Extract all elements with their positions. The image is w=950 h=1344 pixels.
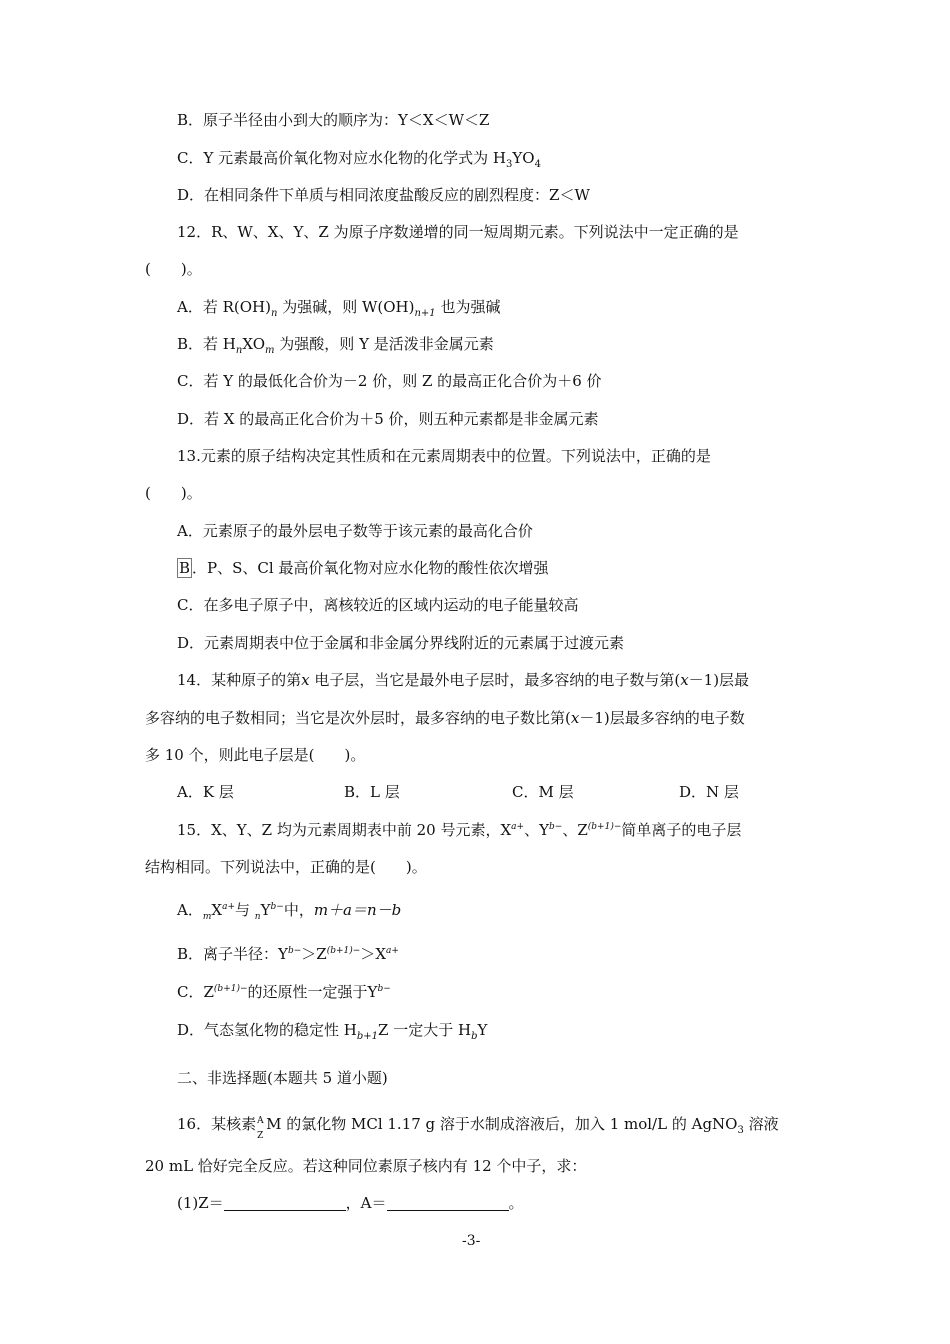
option-14c: C．M 层 (512, 783, 574, 801)
option-12c: C．若 Y 的最低化合价为－2 价，则 Z 的最高正化合价为＋6 价 (177, 372, 602, 390)
question-14-line3: 多 10 个，则此电子层是( )。 (145, 746, 366, 764)
question-16-part1: (1)Z＝ ，A＝ 。 (177, 1194, 524, 1212)
option-13c: C．在多电子原子中，离核较近的区域内运动的电子能量较高 (177, 596, 579, 614)
option-14b: B．L 层 (344, 783, 400, 801)
question-13-stem: 13.元素的原子结构决定其性质和在元素周期表中的位置。下列说法中，正确的是 (177, 447, 711, 465)
section-heading: 二、非选择题(本题共 5 道小题) (177, 1069, 388, 1087)
option-11b: B．原子半径由小到大的顺序为：Y＜X＜W＜Z (177, 111, 490, 129)
option-12d: D．若 X 的最高正化合价为＋5 价，则五种元素都是非金属元素 (177, 410, 599, 428)
question-13-paren: ( )。 (145, 484, 202, 502)
option-15d: D．气态氢化物的稳定性 $H_{b+1}Z$ 一定大于 $H_bY$ (177, 1021, 488, 1042)
question-14-line2: 多容纳的电子数相同；当它是次外层时，最多容纳的电子数比第(x－1)层最多容纳的电子数 (145, 709, 745, 727)
question-12-stem: 12．R、W、X、Y、Z 为原子序数递增的同一短周期元素。下列说法中一定正确的是 (177, 223, 739, 241)
option-13b: B ．P、S、Cl 最高价氧化物对应水化物的酸性依次增强 (179, 559, 549, 577)
option-15a: A．$_mX^{a+}$与 $_nY^{b-}$中，m＋a＝n－b (177, 901, 402, 922)
option-11c: C．Y 元素最高价氧化物对应水化物的化学式为 $H_3YO_4$ (177, 149, 541, 170)
question-14-line1: 14．某种原子的第x 电子层，当它是最外电子层时，最多容纳的电子数与第(x－1)层最 (177, 671, 750, 689)
option-12b: B．若 $H_nXO_m$ 为强酸，则 Y 是活泼非金属元素 (177, 335, 494, 356)
option-14a: A．K 层 (177, 783, 234, 801)
option-11d: D．在相同条件下单质与相同浓度盐酸反应的剧烈程度：Z＜W (177, 186, 590, 204)
nuclide-notation: A Z (257, 1116, 264, 1141)
question-16-line1: 16．某核素 A Z M 的氯化物 MCl 1.17 g 溶于水制成溶液后，加入 1 mol/L 的 AgNO$_3$ 溶液 (177, 1115, 779, 1141)
option-13d: D．元素周期表中位于金属和非金属分界线附近的元素属于过渡元素 (177, 634, 625, 652)
question-12-paren: ( )。 (145, 260, 202, 278)
option-15c: C．$Z^{(b+1)-}$的还原性一定强于$Y^{b-}$ (177, 983, 391, 1001)
answer-blank-z[interactable] (224, 1195, 346, 1211)
question-15-line2: 结构相同。下列说法中，正确的是( )。 (145, 858, 427, 876)
question-16-line2: 20 mL 恰好完全反应。若这种同位素原子核内有 12 个中子，求： (145, 1157, 587, 1175)
option-12a: A．若 $R(OH)_n$ 为强碱，则 $W(OH)_{n+1}$ 也为强碱 (177, 298, 501, 319)
option-14d: D．N 层 (679, 783, 739, 801)
option-13a: A．元素原子的最外层电子数等于该元素的最高化合价 (177, 522, 533, 540)
page-number: -3- (462, 1233, 481, 1249)
option-15b: B．离子半径：$Y^{b-}>Z^{(b+1)-}>X^{a+}$ (177, 945, 399, 963)
question-15-line1: 15．X、Y、Z 均为元素周期表中前 20 号元素，$X^{a+}$、$Y^{b-}$、$Z^{(b+1)-}$简单离子的电子层 (177, 821, 742, 839)
answer-blank-a[interactable] (387, 1195, 509, 1211)
